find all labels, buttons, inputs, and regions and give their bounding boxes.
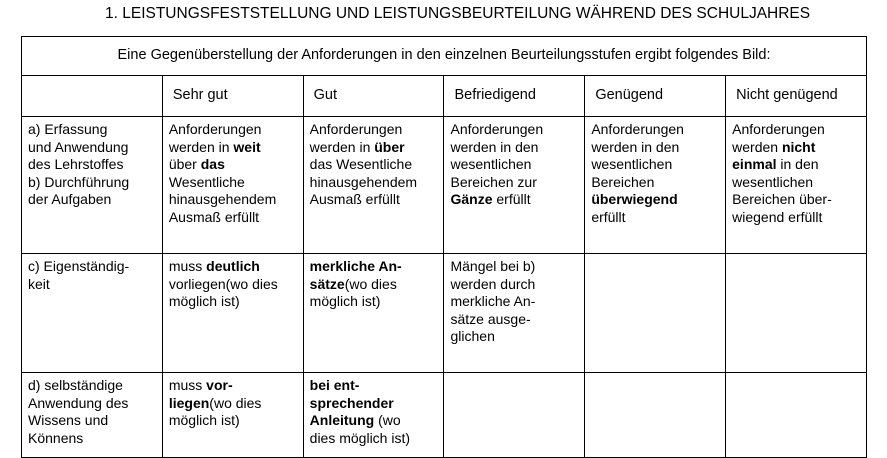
grading-table <box>21 36 867 458</box>
text: in den <box>776 156 819 173</box>
cell-line <box>310 139 440 157</box>
table-row <box>22 117 867 254</box>
table-cell <box>162 373 303 458</box>
cell-line <box>169 139 299 157</box>
criterion-line: Anwendung des <box>28 394 129 411</box>
text: erfüllt <box>591 208 626 225</box>
text: möglich ist) <box>168 412 240 429</box>
bold-text: überwiegend <box>591 191 678 208</box>
table-cell <box>303 117 444 254</box>
cell-line <box>169 412 299 430</box>
text: werden in den <box>450 138 539 155</box>
cell-line <box>169 258 299 276</box>
text: (wo dies <box>344 275 397 292</box>
row-criterion <box>22 254 163 373</box>
text: Ausmaß erfüllt <box>309 191 400 208</box>
text: glichen <box>450 328 495 345</box>
cell-line <box>450 276 580 294</box>
text: wesentlichen <box>591 156 673 173</box>
text: Ausmaß erfüllt <box>168 208 260 225</box>
column-header-nicht-genuegend: Nicht genügend <box>726 76 867 117</box>
cell-line <box>591 121 721 139</box>
column-header-row <box>22 76 867 117</box>
text: werden <box>732 138 782 155</box>
cell-line <box>310 395 440 413</box>
table-cell <box>303 373 444 458</box>
cell-line <box>732 156 862 174</box>
cell-line <box>732 191 862 209</box>
cell-line <box>732 121 862 139</box>
bold-text: sprechender <box>309 394 394 411</box>
table-cell <box>162 254 303 373</box>
cell-line <box>310 276 440 294</box>
table-cell <box>726 373 867 458</box>
cell-line <box>450 311 580 329</box>
text: über <box>168 156 197 173</box>
table-cell <box>726 117 867 254</box>
text: wiegend erfüllt <box>732 208 823 225</box>
cell-line <box>450 191 580 209</box>
bold-text: nicht <box>781 138 816 155</box>
bold-text: einmal <box>732 156 777 173</box>
cell-line <box>591 191 721 209</box>
cell-line <box>450 293 580 311</box>
bold-text: das <box>196 156 225 173</box>
table-cell <box>585 254 726 373</box>
cell-line <box>450 139 580 157</box>
criterion-line: c) Eigenständig- <box>28 258 130 274</box>
bold-text: liegen <box>168 394 210 411</box>
text: erfüllt <box>492 191 531 208</box>
cell-line <box>310 430 440 448</box>
text: Anforderungen <box>591 121 684 137</box>
text: Bereichen zur <box>450 173 537 190</box>
cell-line <box>732 209 862 227</box>
text: hinausgehendem <box>168 191 277 208</box>
cell-line <box>310 191 440 209</box>
table-cell <box>726 254 867 373</box>
cell-line <box>310 156 440 174</box>
page-heading: 1. LEISTUNGSFESTSTELLUNG UND LEISTUNGSBEURTEILUNG WÄHREND DES SCHULJAHRES <box>105 5 811 22</box>
text: hinausgehendem <box>309 173 418 190</box>
text: Anforderungen <box>168 121 262 137</box>
text: Anforderungen <box>732 121 825 137</box>
criterion-line: b) Durchführung <box>28 173 130 190</box>
text: werden in <box>168 138 234 155</box>
column-header-empty <box>22 76 163 117</box>
text: muss <box>168 377 207 393</box>
table-cell <box>444 254 585 373</box>
criterion-line: der Aufgaben <box>28 191 112 208</box>
cell-line <box>310 121 440 139</box>
cell-line <box>591 156 721 174</box>
text: dies möglich ist) <box>309 429 411 446</box>
criterion-line: Könnens <box>28 429 84 446</box>
table-cell <box>162 117 303 254</box>
bold-text: merkliche An- <box>309 258 402 274</box>
bold-text: Gänze <box>450 191 493 208</box>
bold-text: weit <box>233 138 261 155</box>
criterion-line: und Anwendung <box>28 138 129 155</box>
text: wesentlichen <box>732 173 814 190</box>
cell-line <box>310 293 440 311</box>
cell-line <box>732 139 862 157</box>
cell-line <box>169 293 299 311</box>
cell-line <box>169 156 299 174</box>
cell-line <box>450 328 580 346</box>
text: vorliegen(wo dies <box>168 275 278 292</box>
table-cell <box>444 373 585 458</box>
table-caption-row <box>22 37 867 76</box>
row-criterion <box>22 373 163 458</box>
criterion-line: keit <box>28 275 50 292</box>
cell-line <box>450 121 580 139</box>
text: möglich ist) <box>168 293 240 310</box>
text: Bereichen <box>591 173 655 190</box>
text: (wo dies <box>209 394 262 411</box>
table-row <box>22 373 867 458</box>
cell-line <box>450 156 580 174</box>
column-header-befriedigend: Befriedigend <box>444 76 585 117</box>
text: werden durch <box>450 275 536 292</box>
cell-line <box>591 209 721 227</box>
cell-line <box>310 174 440 192</box>
text: möglich ist) <box>309 293 381 310</box>
text: wesentlichen <box>450 156 532 173</box>
text: Wesentliche <box>168 173 245 190</box>
table-cell <box>303 254 444 373</box>
text: sätze ausge- <box>450 310 531 327</box>
cell-line <box>310 258 440 276</box>
bold-text: deutlich <box>206 258 260 274</box>
cell-line <box>169 121 299 139</box>
criterion-line: des Lehrstoffes <box>28 156 124 173</box>
text: werden in den <box>591 138 680 155</box>
table-caption: Eine Gegenüberstellung der Anforderungen in den einzelnen Beurteilungsstufen ergibt folgendes Bild: <box>22 37 867 76</box>
text: Bereichen über- <box>732 191 832 208</box>
criterion-line: d) selbständige <box>28 377 123 393</box>
table-row <box>22 254 867 373</box>
bold-text: sätze <box>309 275 345 292</box>
bold-text: Anleitung <box>309 412 375 429</box>
column-header-gut: Gut <box>303 76 444 117</box>
cell-line <box>169 377 299 395</box>
criterion-line: Wissens und <box>28 412 109 429</box>
cell-line <box>591 139 721 157</box>
table-cell <box>444 117 585 254</box>
cell-line <box>169 174 299 192</box>
cell-line <box>450 258 580 276</box>
column-header-genuegend: Genügend <box>585 76 726 117</box>
column-header-sehr-gut: Sehr gut <box>162 76 303 117</box>
text: Anforderungen <box>309 121 403 137</box>
table-cell <box>585 117 726 254</box>
bold-text: über <box>374 138 405 155</box>
text: werden in <box>309 138 375 155</box>
cell-line <box>169 276 299 294</box>
text: Anforderungen <box>450 121 544 137</box>
cell-line <box>310 412 440 430</box>
text: muss <box>168 258 207 274</box>
bold-text: vor- <box>206 377 233 393</box>
text: merkliche An- <box>450 293 536 310</box>
cell-line <box>450 174 580 192</box>
cell-line <box>169 395 299 413</box>
cell-line <box>169 209 299 227</box>
cell-line <box>310 377 440 395</box>
bold-text: bei ent- <box>309 377 360 393</box>
text: (wo <box>374 412 401 429</box>
text: das Wesentliche <box>309 156 413 173</box>
row-criterion <box>22 117 163 254</box>
text: Mängel bei b) <box>450 258 536 274</box>
cell-line <box>732 174 862 192</box>
cell-line <box>169 191 299 209</box>
cell-line <box>591 174 721 192</box>
criterion-line: a) Erfassung <box>28 121 108 137</box>
table-cell <box>585 373 726 458</box>
